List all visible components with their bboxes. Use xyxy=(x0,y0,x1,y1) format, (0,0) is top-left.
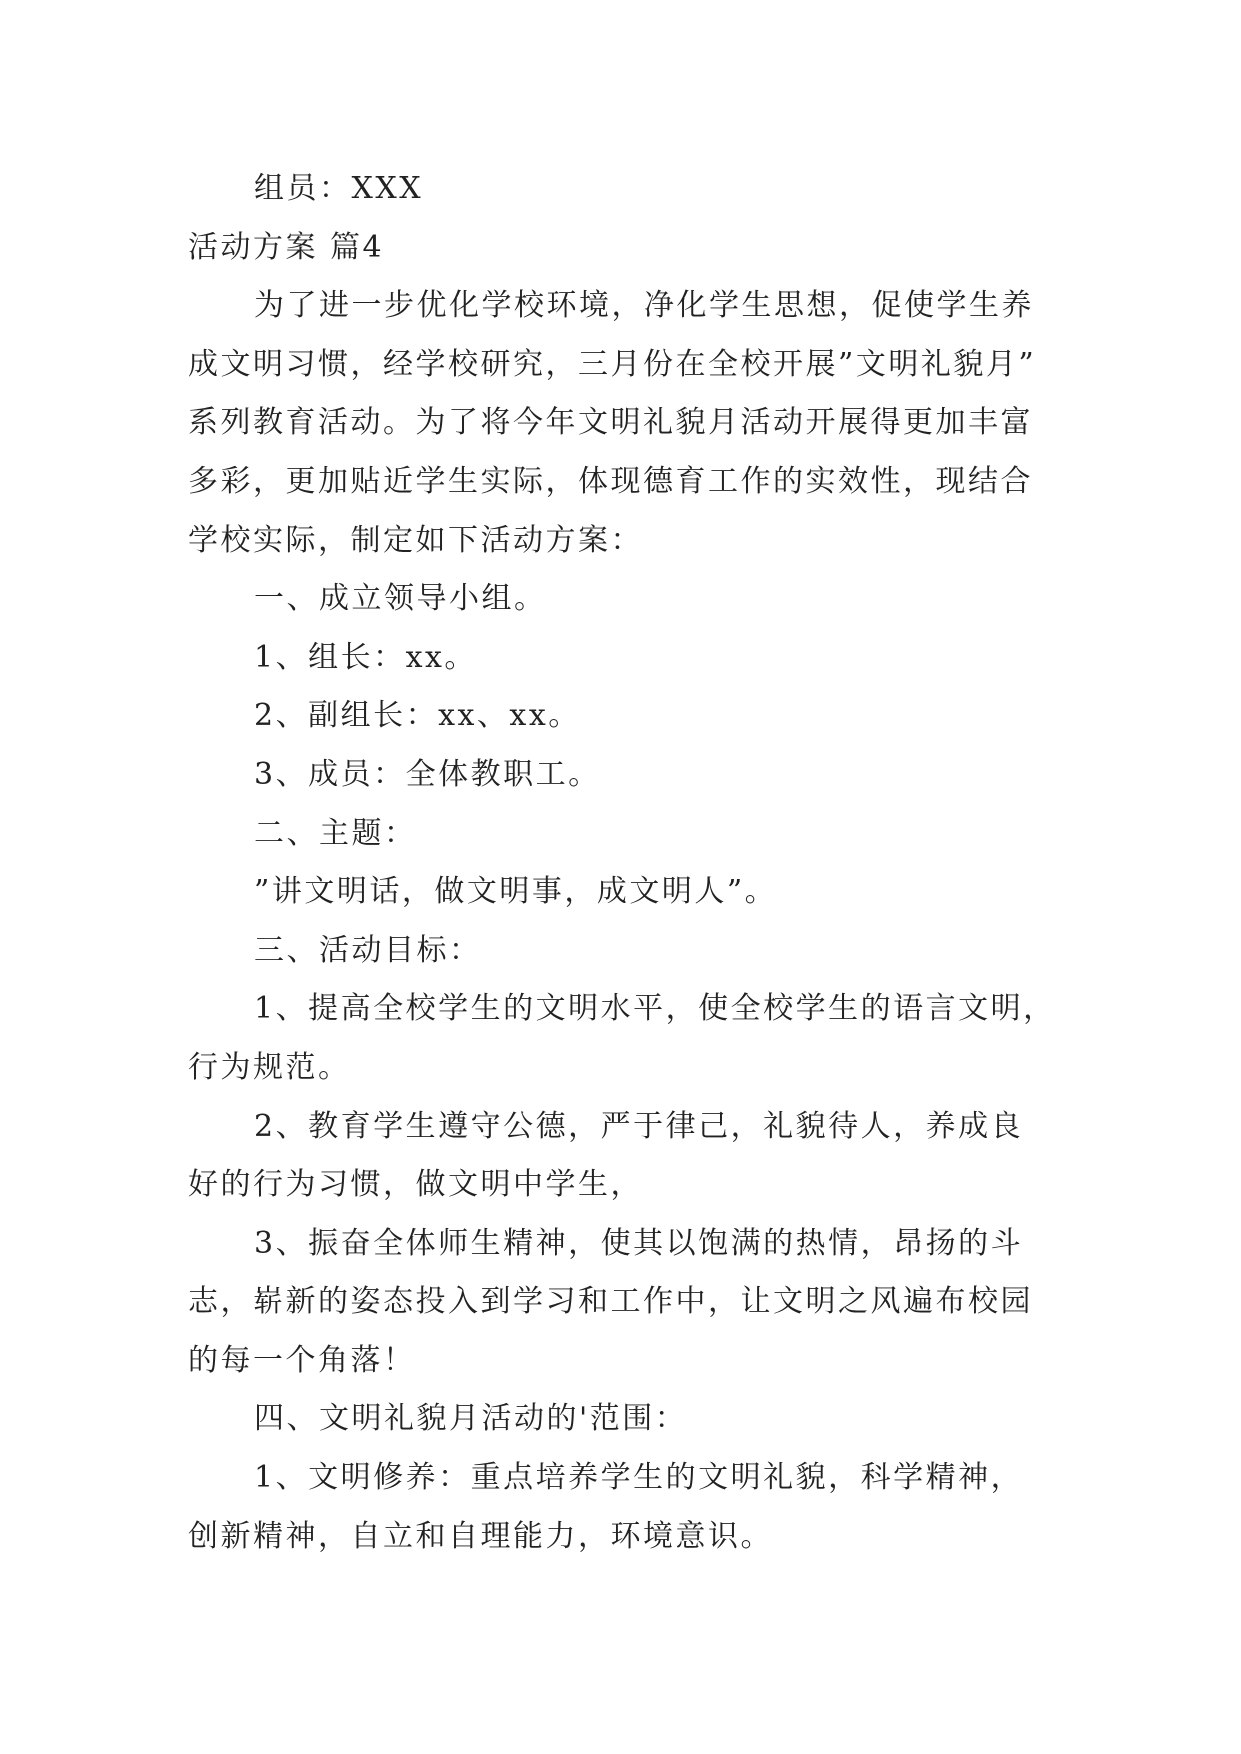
list-item: 1、提高全校学生的文明水平，使全校学生的语言文明， xyxy=(254,991,1056,1027)
list-item: 1、组长：xx。 xyxy=(254,639,477,675)
paragraph-line: 成文明习惯，经学校研究，三月份在全校开展”文明礼貌月” xyxy=(188,346,1037,382)
section-title: 活动方案 篇4 xyxy=(188,229,385,265)
paragraph-line: 多彩，更加贴近学生实际，体现德育工作的实效性，现结合 xyxy=(188,463,1033,499)
paragraph-line: 创新精神，自立和自理能力，环境意识。 xyxy=(188,1518,773,1554)
paragraph-line: 行为规范。 xyxy=(188,1049,351,1085)
paragraph-line: 学校实际，制定如下活动方案： xyxy=(188,522,643,558)
list-item: 1、文明修养：重点培养学生的文明礼貌，科学精神， xyxy=(254,1460,1024,1496)
member-line: 组员：XXX xyxy=(254,171,424,206)
heading-theme: 二、主题： xyxy=(254,815,417,851)
paragraph-line: 系列教育活动。为了将今年文明礼貌月活动开展得更加丰富 xyxy=(188,405,1033,441)
document-body xyxy=(188,160,1068,1566)
heading-goals: 三、活动目标： xyxy=(254,932,482,968)
list-item: 3、成员：全体教职工。 xyxy=(254,756,601,792)
theme-text: ”讲文明话，做文明事，成文明人”。 xyxy=(254,874,778,910)
list-item: 2、教育学生遵守公德，严于律己，礼貌待人，养成良 xyxy=(254,1108,1024,1144)
paragraph-line: 好的行为习惯，做文明中学生， xyxy=(188,1167,643,1203)
paragraph-line: 为了进一步优化学校环境，净化学生思想，促使学生养 xyxy=(254,288,1034,324)
paragraph-line: 志，崭新的姿态投入到学习和工作中，让文明之风遍布校园 xyxy=(188,1284,1033,1320)
paragraph-line: 的每一个角落！ xyxy=(188,1342,416,1378)
heading-scope: 四、文明礼貌月活动的'范围： xyxy=(254,1401,688,1437)
list-item: 2、副组长：xx、xx。 xyxy=(254,698,581,734)
heading-leadership: 一、成立领导小组。 xyxy=(254,581,547,617)
list-item: 3、振奋全体师生精神，使其以饱满的热情，昂扬的斗 xyxy=(254,1225,1024,1261)
